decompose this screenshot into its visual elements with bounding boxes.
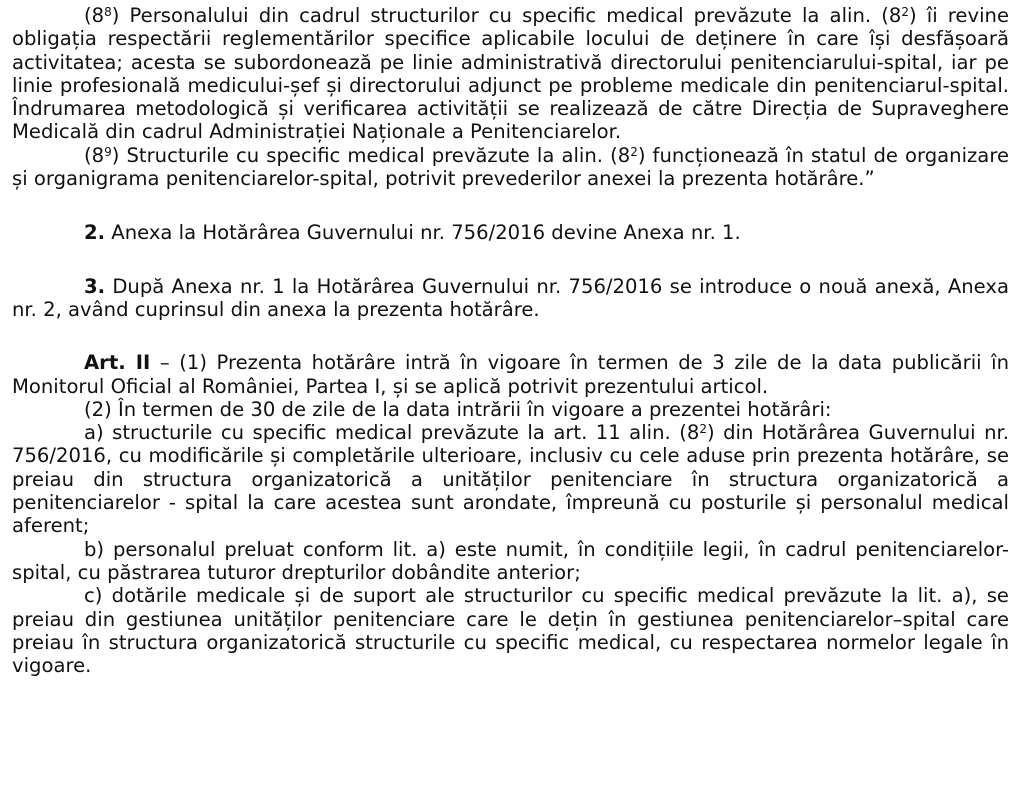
paragraph-8-9: [12, 144, 1009, 191]
letter-b-text: b) personalul preluat conform lit. a) este numit, în condițiile legii, în cadrul penitenciarelor-spital, cu păstrarea tuturor drepturilor dobândite anterior;: [12, 537, 1009, 584]
point-2-number: 2.: [84, 221, 106, 245]
article-2-letter-a: [12, 421, 1009, 537]
para-8-8-sup2: 2: [901, 5, 909, 19]
para-8-9-rest: ) funcționează în statul de organizare și organigrama penitenciarelor-spital, potrivit prevederilor anexei la prezenta hotărâre.”: [12, 143, 1009, 191]
para-8-8-rest: ) îi revine obligația respectării reglementărilor specifice aplicabile locului de deținere în care își desfășoară activitatea; acesta se subordonează pe linie administrativă directorului penitenciarului-spital, iar pe linie profesională medicului-șef și directorului adjunct pe probleme medicale din penitenciarul-spital. Îndrumarea metodologică și verificarea activității se realizează de către Direcția de Supraveghere Medicală din cadrul Administrației Naționale a Penitenciarelor.: [12, 4, 1010, 144]
article-2-para-1-text: – (1) Prezenta hotărâre intră în vigoare în termen de 3 zile de la data publicării în Monitorul Oficial al României, Partea I, și se aplică potrivit prezentului articol.: [12, 351, 1009, 398]
para-8-9-mid: ) Structurile cu specific medical prevăzute la alin. (8: [111, 143, 631, 167]
paragraph-8-8: [12, 4, 1009, 144]
point-3-number: 3.: [84, 274, 106, 298]
article-2-letter-b: [12, 538, 1009, 585]
para-8-8-mid: ) Personalului din cadrul structurilor cu specific medical prevăzute la alin. (8: [111, 4, 902, 27]
point-3: [12, 275, 1009, 322]
article-2-para-2-text: (2) În termen de 30 de zile de la data intrării în vigoare a prezentei hotărâri:: [84, 397, 832, 421]
para-8-8-open: (8: [84, 4, 105, 27]
article-2-para-1: [12, 351, 1009, 398]
para-8-8-sup1: 8: [104, 5, 112, 19]
point-3-text: După Anexa nr. 1 la Hotărârea Guvernului nr. 756/2016 se introduce o nouă anexă, Anexa nr. 2, având cuprinsul din anexa la prezenta hotărâre.: [12, 274, 1009, 321]
document-body: [12, 4, 1009, 677]
article-2-para-2: [12, 398, 1009, 421]
article-2-letter-c: [12, 584, 1009, 677]
para-8-9-open: (8: [84, 143, 105, 167]
letter-a-start: a) structurile cu specific medical prevăzute la art. 11 alin. (8: [84, 421, 700, 445]
para-8-9-sup1: 9: [104, 144, 112, 159]
para-8-9-sup2: 2: [630, 144, 638, 159]
article-2-label: Art. II: [84, 351, 151, 375]
letter-a-rest: ) din Hotărârea Guvernului nr. 756/2016, cu modificările și completările ulterioare, inclusiv cu cele aduse prin prezenta hotărâre, se preiau din structura organizatorică a unităților penitenciare în structura organizatorică a penitenciarelor - spital la care acestea sunt arondate, împreună cu posturile și personalul medical aferent;: [12, 421, 1009, 538]
point-2: [12, 221, 1009, 244]
letter-c-text: c) dotările medicale și de suport ale structurilor cu specific medical prevăzute la lit. a), se preiau din gestiunea unităților penitenciare care le dețin în gestiunea penitenciarelor–spital care preiau în structura organizatorică structurile cu specific medical, cu respectarea normelor legale în vigoare.: [12, 584, 1009, 678]
point-2-text: Anexa la Hotărârea Guvernului nr. 756/2016 devine Anexa nr. 1.: [105, 221, 741, 245]
letter-a-sup: 2: [699, 422, 707, 437]
